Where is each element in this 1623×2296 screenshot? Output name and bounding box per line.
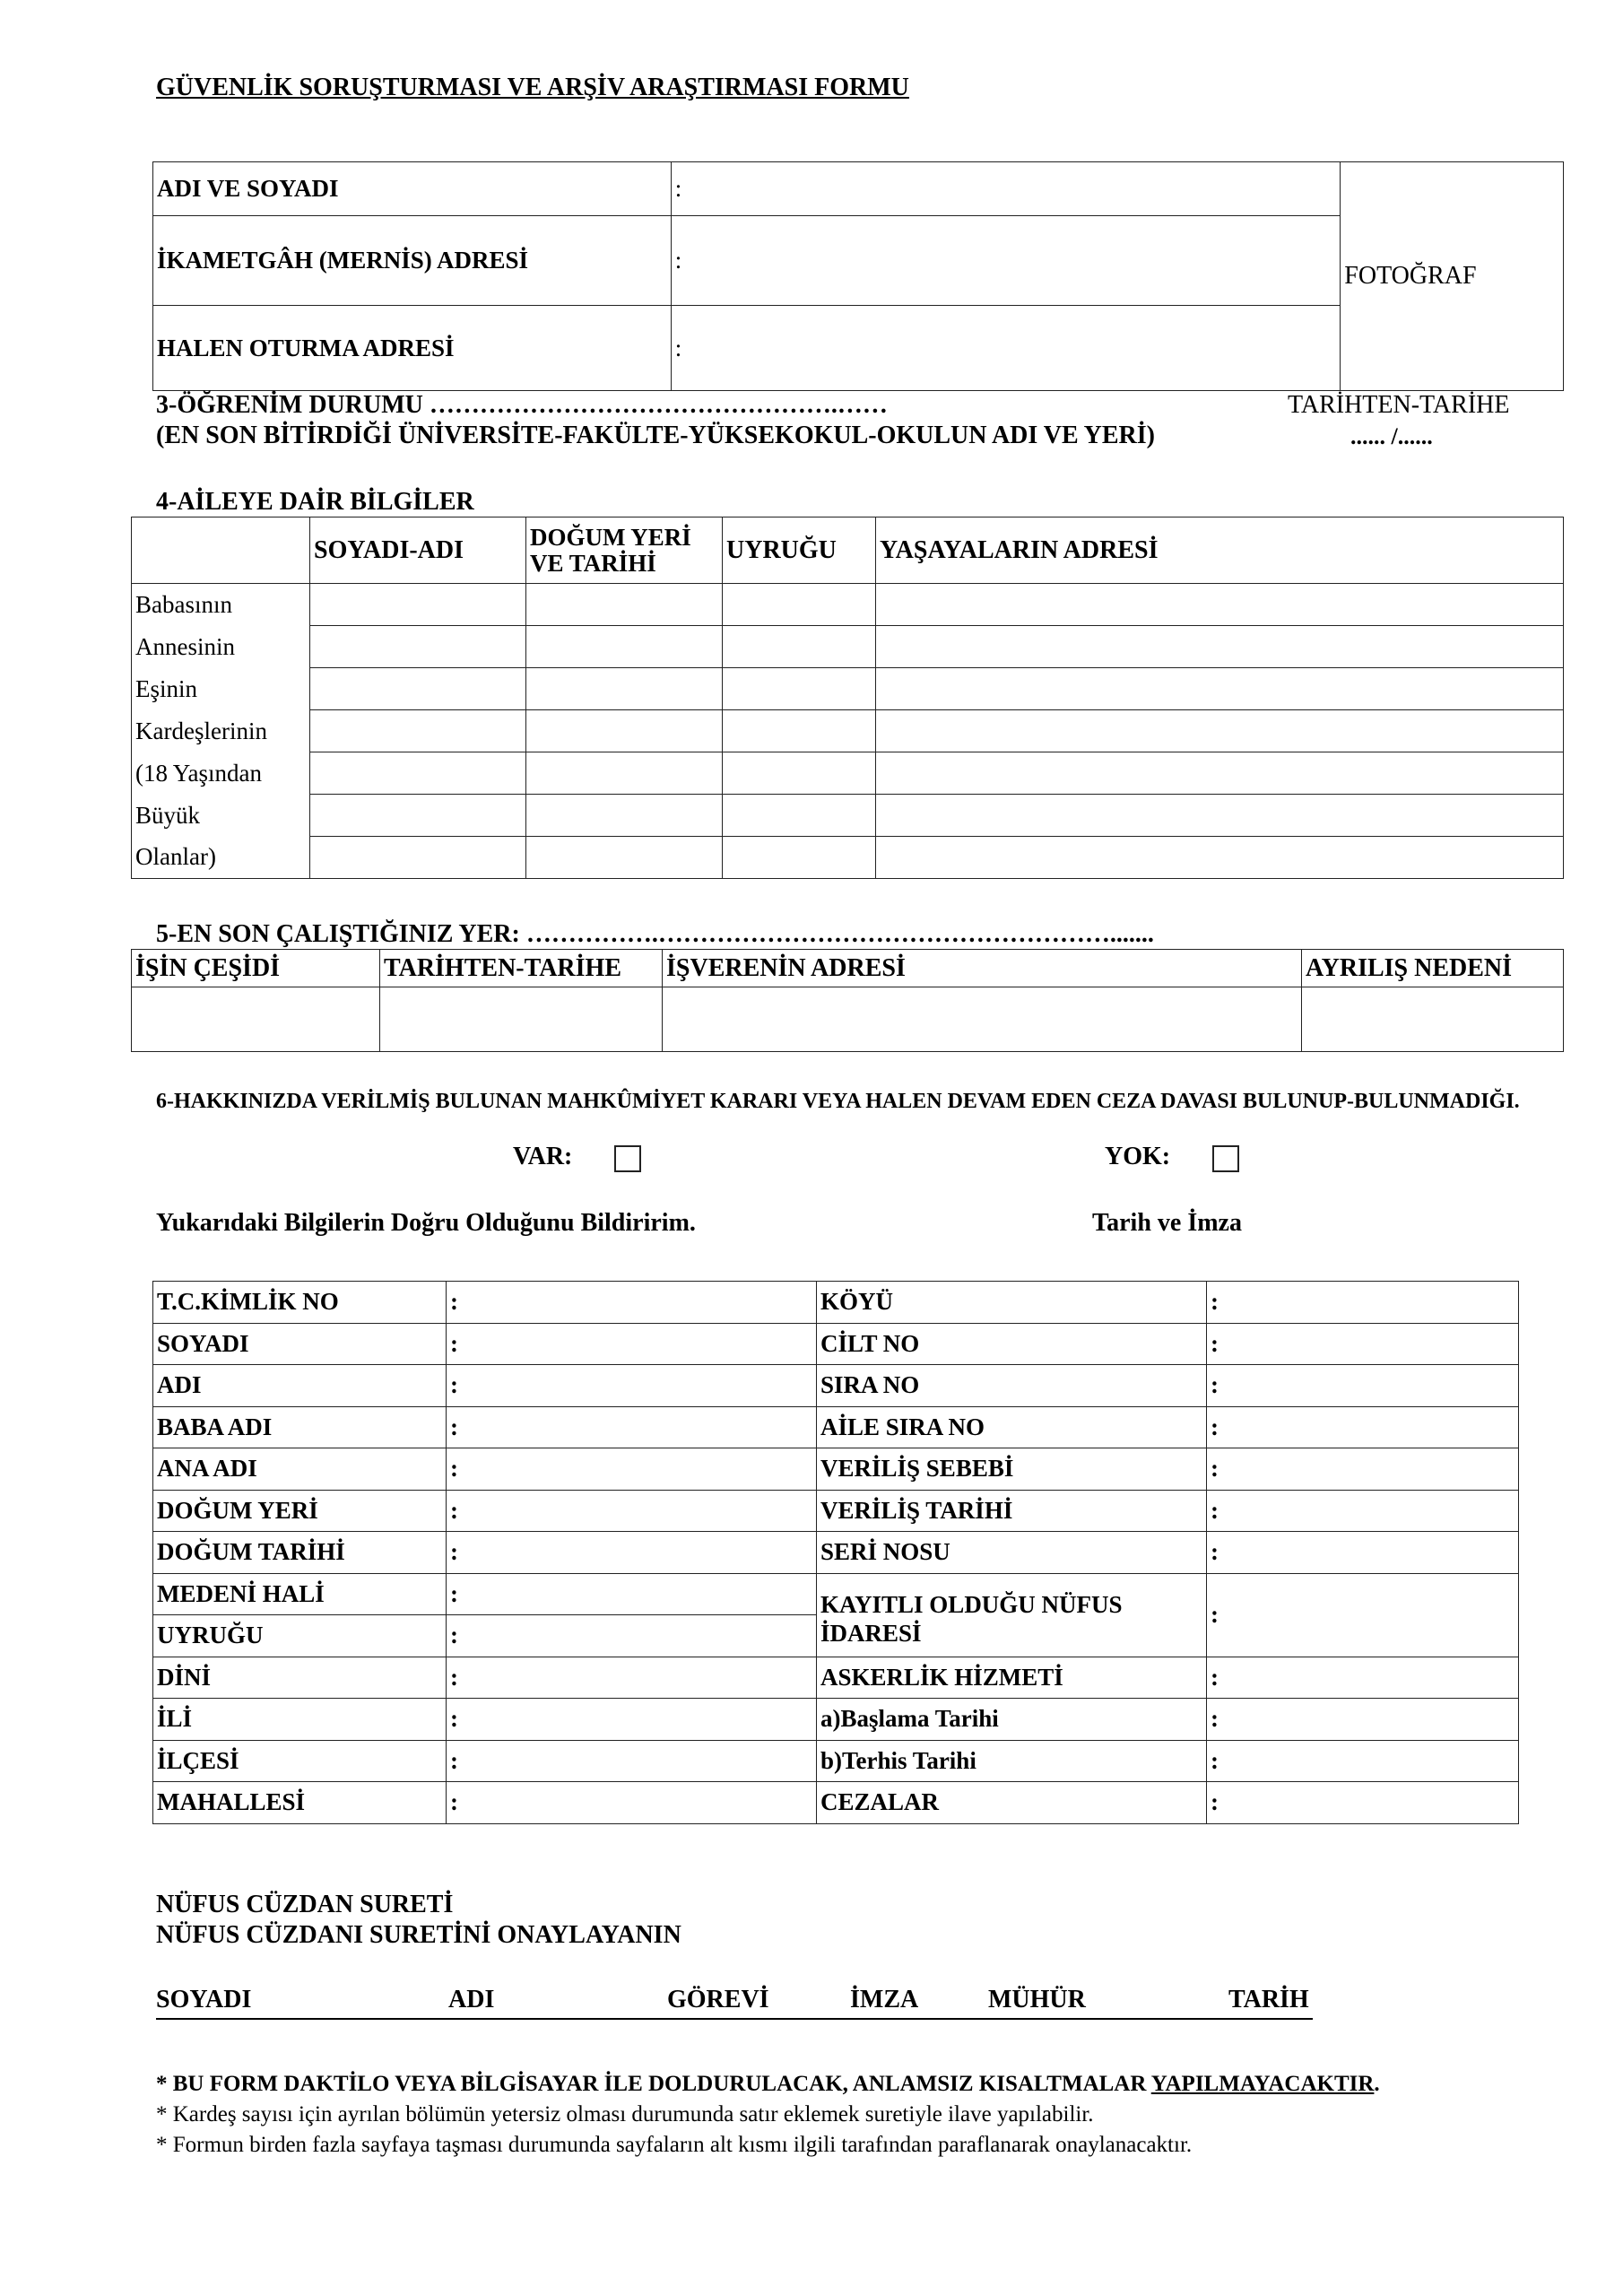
current-address-field[interactable]: : [671,306,1341,391]
name-surname-field[interactable]: : [671,162,1341,216]
identity-left-value[interactable]: : [447,1532,817,1574]
identity-left-value[interactable]: : [447,1699,817,1741]
identity-left-label: BABA ADI [153,1406,447,1448]
identity-left-value[interactable]: : [447,1365,817,1407]
identity-right-label: KAYITLI OLDUĞU NÜFUS İDARESİ [817,1573,1207,1657]
identity-right-value[interactable]: : [1207,1282,1519,1324]
identity-right-value[interactable]: : [1207,1782,1519,1824]
identity-left-label: İLÇESİ [153,1740,447,1782]
work-col-reason: AYRILIŞ NEDENİ [1302,950,1564,987]
identity-left-label: DOĞUM YERİ [153,1490,447,1532]
family-cell[interactable] [310,837,526,879]
conviction-yes-checkbox[interactable] [614,1145,641,1172]
identity-right-label: AİLE SIRA NO [817,1406,1207,1448]
identity-row [153,1657,1519,1699]
education-subheading: (EN SON BİTİRDİĞİ ÜNİVERSİTE-FAKÜLTE-YÜKSEKOKUL-OKULUN ADI VE YERİ) [156,422,1155,449]
identity-right-value[interactable]: : [1207,1740,1519,1782]
identity-right-label: KÖYÜ [817,1282,1207,1324]
identity-right-label: a)Başlama Tarihi [817,1699,1207,1741]
family-cell[interactable] [526,584,723,626]
identity-left-label: SOYADI [153,1323,447,1365]
identity-left-value[interactable]: : [447,1448,817,1491]
conviction-yes [513,1143,641,1172]
identity-left-value[interactable]: : [447,1782,817,1824]
family-cell[interactable] [723,795,876,837]
work-col-dates: TARİHTEN-TARİHE [380,950,663,987]
identity-row [153,1740,1519,1782]
family-cell[interactable] [310,710,526,752]
photo-box[interactable] [1341,162,1564,391]
family-cell[interactable] [876,668,1564,710]
identity-row [153,1699,1519,1741]
identity-row [153,1323,1519,1365]
work-cell[interactable] [380,987,663,1052]
identity-row [153,1782,1519,1824]
identity-left-label: UYRUĞU [153,1615,447,1657]
identity-right-value[interactable]: : [1207,1365,1519,1407]
identity-left-value[interactable]: : [447,1282,817,1324]
conviction-yes-label: VAR: [513,1143,573,1170]
note-1-text: * BU FORM DAKTİLO VEYA BİLGİSAYAR İLE DOLDURULACAK, ANLAMSIZ KISALTMALAR [156,2072,1151,2096]
family-corner-cell [132,517,310,584]
work-col-type: İŞİN ÇEŞİDİ [132,950,380,987]
family-cell[interactable] [876,795,1564,837]
note-1-emphasis: YAPILMAYACAKTIR [1150,2072,1375,2096]
declaration-signature[interactable]: Tarih ve İmza [1092,1209,1242,1237]
conviction-no [1105,1143,1239,1172]
work-table [131,949,1564,1052]
nufus-surname: SOYADI [156,1986,252,2013]
identity-left-label: DOĞUM TARİHİ [153,1532,447,1574]
work-cell[interactable] [132,987,380,1052]
identity-left-label: MAHALLESİ [153,1782,447,1824]
identity-right-value[interactable]: : [1207,1323,1519,1365]
work-cell[interactable] [663,987,1302,1052]
family-heading: 4-AİLEYE DAİR BİLGİLER [156,488,474,516]
work-heading: 5-EN SON ÇALIŞTIĞINIZ YER: …………….………………………………………………....... [156,920,1154,948]
identity-right-label: SIRA NO [817,1365,1207,1407]
identity-left-label: İLİ [153,1699,447,1741]
family-cell[interactable] [526,710,723,752]
photo-label: FOTOĞRAF [1344,262,1477,290]
nufus-seal: MÜHÜR [988,1986,1086,2013]
family-cell[interactable] [310,752,526,795]
nufus-heading-1: NÜFUS CÜZDAN SURETİ [156,1891,454,1918]
family-cell[interactable] [723,626,876,668]
education-date-header: TARİHTEN-TARİHE [1288,391,1510,419]
identity-left-label: MEDENİ HALİ [153,1573,447,1615]
family-row-label: Annesinin [132,626,310,668]
family-cell[interactable] [876,584,1564,626]
identity-table [152,1281,1519,1824]
nufus-duty: GÖREVİ [667,1986,769,2013]
family-cell[interactable] [876,752,1564,795]
education-heading: 3-ÖĞRENİM DURUMU ………………………………………….…… [156,391,888,419]
identity-right-label: b)Terhis Tarihi [817,1740,1207,1782]
identity-right-label: ASKERLİK HİZMETİ [817,1657,1207,1699]
family-cell[interactable] [526,837,723,879]
conviction-no-label: YOK: [1105,1143,1171,1170]
label-name-surname: ADI VE SOYADI [153,162,672,216]
family-cell[interactable] [526,752,723,795]
family-col-birth: DOĞUM YERİ VE TARİHİ [526,517,723,584]
work-col-employer: İŞVERENİN ADRESİ [663,950,1302,987]
family-col-address: YAŞAYALARIN ADRESİ [876,517,1564,584]
family-cell[interactable] [723,584,876,626]
family-cell[interactable] [310,795,526,837]
nufus-name: ADI [448,1986,495,2013]
family-cell[interactable] [526,668,723,710]
note-2: * Kardeş sayısı için ayrılan bölümün yetersiz olması durumunda satır eklemek suretiyle ilave yapılabilir. [156,2102,1094,2126]
identity-row [153,1406,1519,1448]
conviction-heading: 6-HAKKINIZDA VERİLMİŞ BULUNAN MAHKÛMİYET KARARI VEYA HALEN DEVAM EDEN CEZA DAVASI BULUNUP-BULUNMADIĞI. [156,1090,1520,1113]
family-col-name: SOYADI-ADI [310,517,526,584]
family-cell[interactable] [876,837,1564,879]
identity-right-label: SERİ NOSU [817,1532,1207,1574]
family-cell[interactable] [723,668,876,710]
family-row-label: Olanlar) [132,837,310,879]
identity-right-label: CİLT NO [817,1323,1207,1365]
identity-left-value[interactable]: : [447,1490,817,1532]
family-col-nationality: UYRUĞU [723,517,876,584]
label-current-address: HALEN OTURMA ADRESİ [153,306,672,391]
identity-left-value[interactable]: : [447,1740,817,1782]
nufus-date: TARİH [1228,1986,1309,2013]
family-row-label: Kardeşlerinin [132,710,310,752]
identity-right-value[interactable]: : [1207,1657,1519,1699]
family-cell[interactable] [310,626,526,668]
conviction-no-checkbox[interactable] [1212,1145,1239,1172]
identity-right-value[interactable]: : [1207,1699,1519,1741]
identity-left-value[interactable]: : [447,1657,817,1699]
identity-right-value[interactable]: : [1207,1573,1519,1657]
identity-left-label: ANA ADI [153,1448,447,1491]
family-row-label: (18 Yaşından [132,752,310,795]
nufus-heading-2: NÜFUS CÜZDANI SURETİNİ ONAYLAYANIN [156,1921,681,1949]
note-1 [156,2072,1380,2097]
identity-right-value[interactable]: : [1207,1406,1519,1448]
identity-row [153,1365,1519,1407]
identity-right-value[interactable]: : [1207,1490,1519,1532]
identity-row [153,1490,1519,1532]
identity-left-value[interactable]: : [447,1323,817,1365]
identity-left-label: ADI [153,1365,447,1407]
identity-row [153,1282,1519,1324]
family-table [131,517,1564,879]
identity-row [153,1448,1519,1491]
family-cell[interactable] [310,668,526,710]
page-title: GÜVENLİK SORUŞTURMASI VE ARŞİV ARAŞTIRMASI FORMU [156,74,909,101]
identity-right-label: VERİLİŞ TARİHİ [817,1490,1207,1532]
family-cell[interactable] [876,626,1564,668]
family-row-label: Babasının [132,584,310,626]
declaration-statement: Yukarıdaki Bilgilerin Doğru Olduğunu Bildiririm. [156,1209,696,1237]
note-3: * Formun birden fazla sayfaya taşması durumunda sayfaların alt kısmı ilgili tarafından paraflanarak onaylanacaktır. [156,2133,1193,2157]
family-cell[interactable] [526,626,723,668]
family-row-label: Eşinin [132,668,310,710]
label-registered-address: İKAMETGÂH (MERNİS) ADRESİ [153,216,672,306]
nufus-signature: İMZA [850,1986,919,2013]
identity-right-value[interactable]: : [1207,1448,1519,1491]
family-row-label: Büyük [132,795,310,837]
identity-left-value[interactable]: : [447,1573,817,1615]
note-1-end: . [1374,2072,1380,2096]
registered-address-field[interactable]: : [671,216,1341,306]
identity-right-label: CEZALAR [817,1782,1207,1824]
family-cell[interactable] [526,795,723,837]
family-cell[interactable] [310,584,526,626]
family-cell[interactable] [723,710,876,752]
family-cell[interactable] [723,752,876,795]
nufus-approval-line [156,1986,1313,2020]
identity-row [153,1573,1519,1615]
family-cell[interactable] [876,710,1564,752]
identity-row [153,1532,1519,1574]
identity-left-value[interactable]: : [447,1406,817,1448]
education-date-placeholder[interactable]: ...... /...... [1350,423,1433,449]
work-cell[interactable] [1302,987,1564,1052]
identity-left-label: T.C.KİMLİK NO [153,1282,447,1324]
family-cell[interactable] [723,837,876,879]
identity-left-value[interactable]: : [447,1615,817,1657]
identity-right-value[interactable]: : [1207,1532,1519,1574]
personal-info-table [152,161,1564,391]
identity-right-label: VERİLİŞ SEBEBİ [817,1448,1207,1491]
identity-left-label: DİNİ [153,1657,447,1699]
